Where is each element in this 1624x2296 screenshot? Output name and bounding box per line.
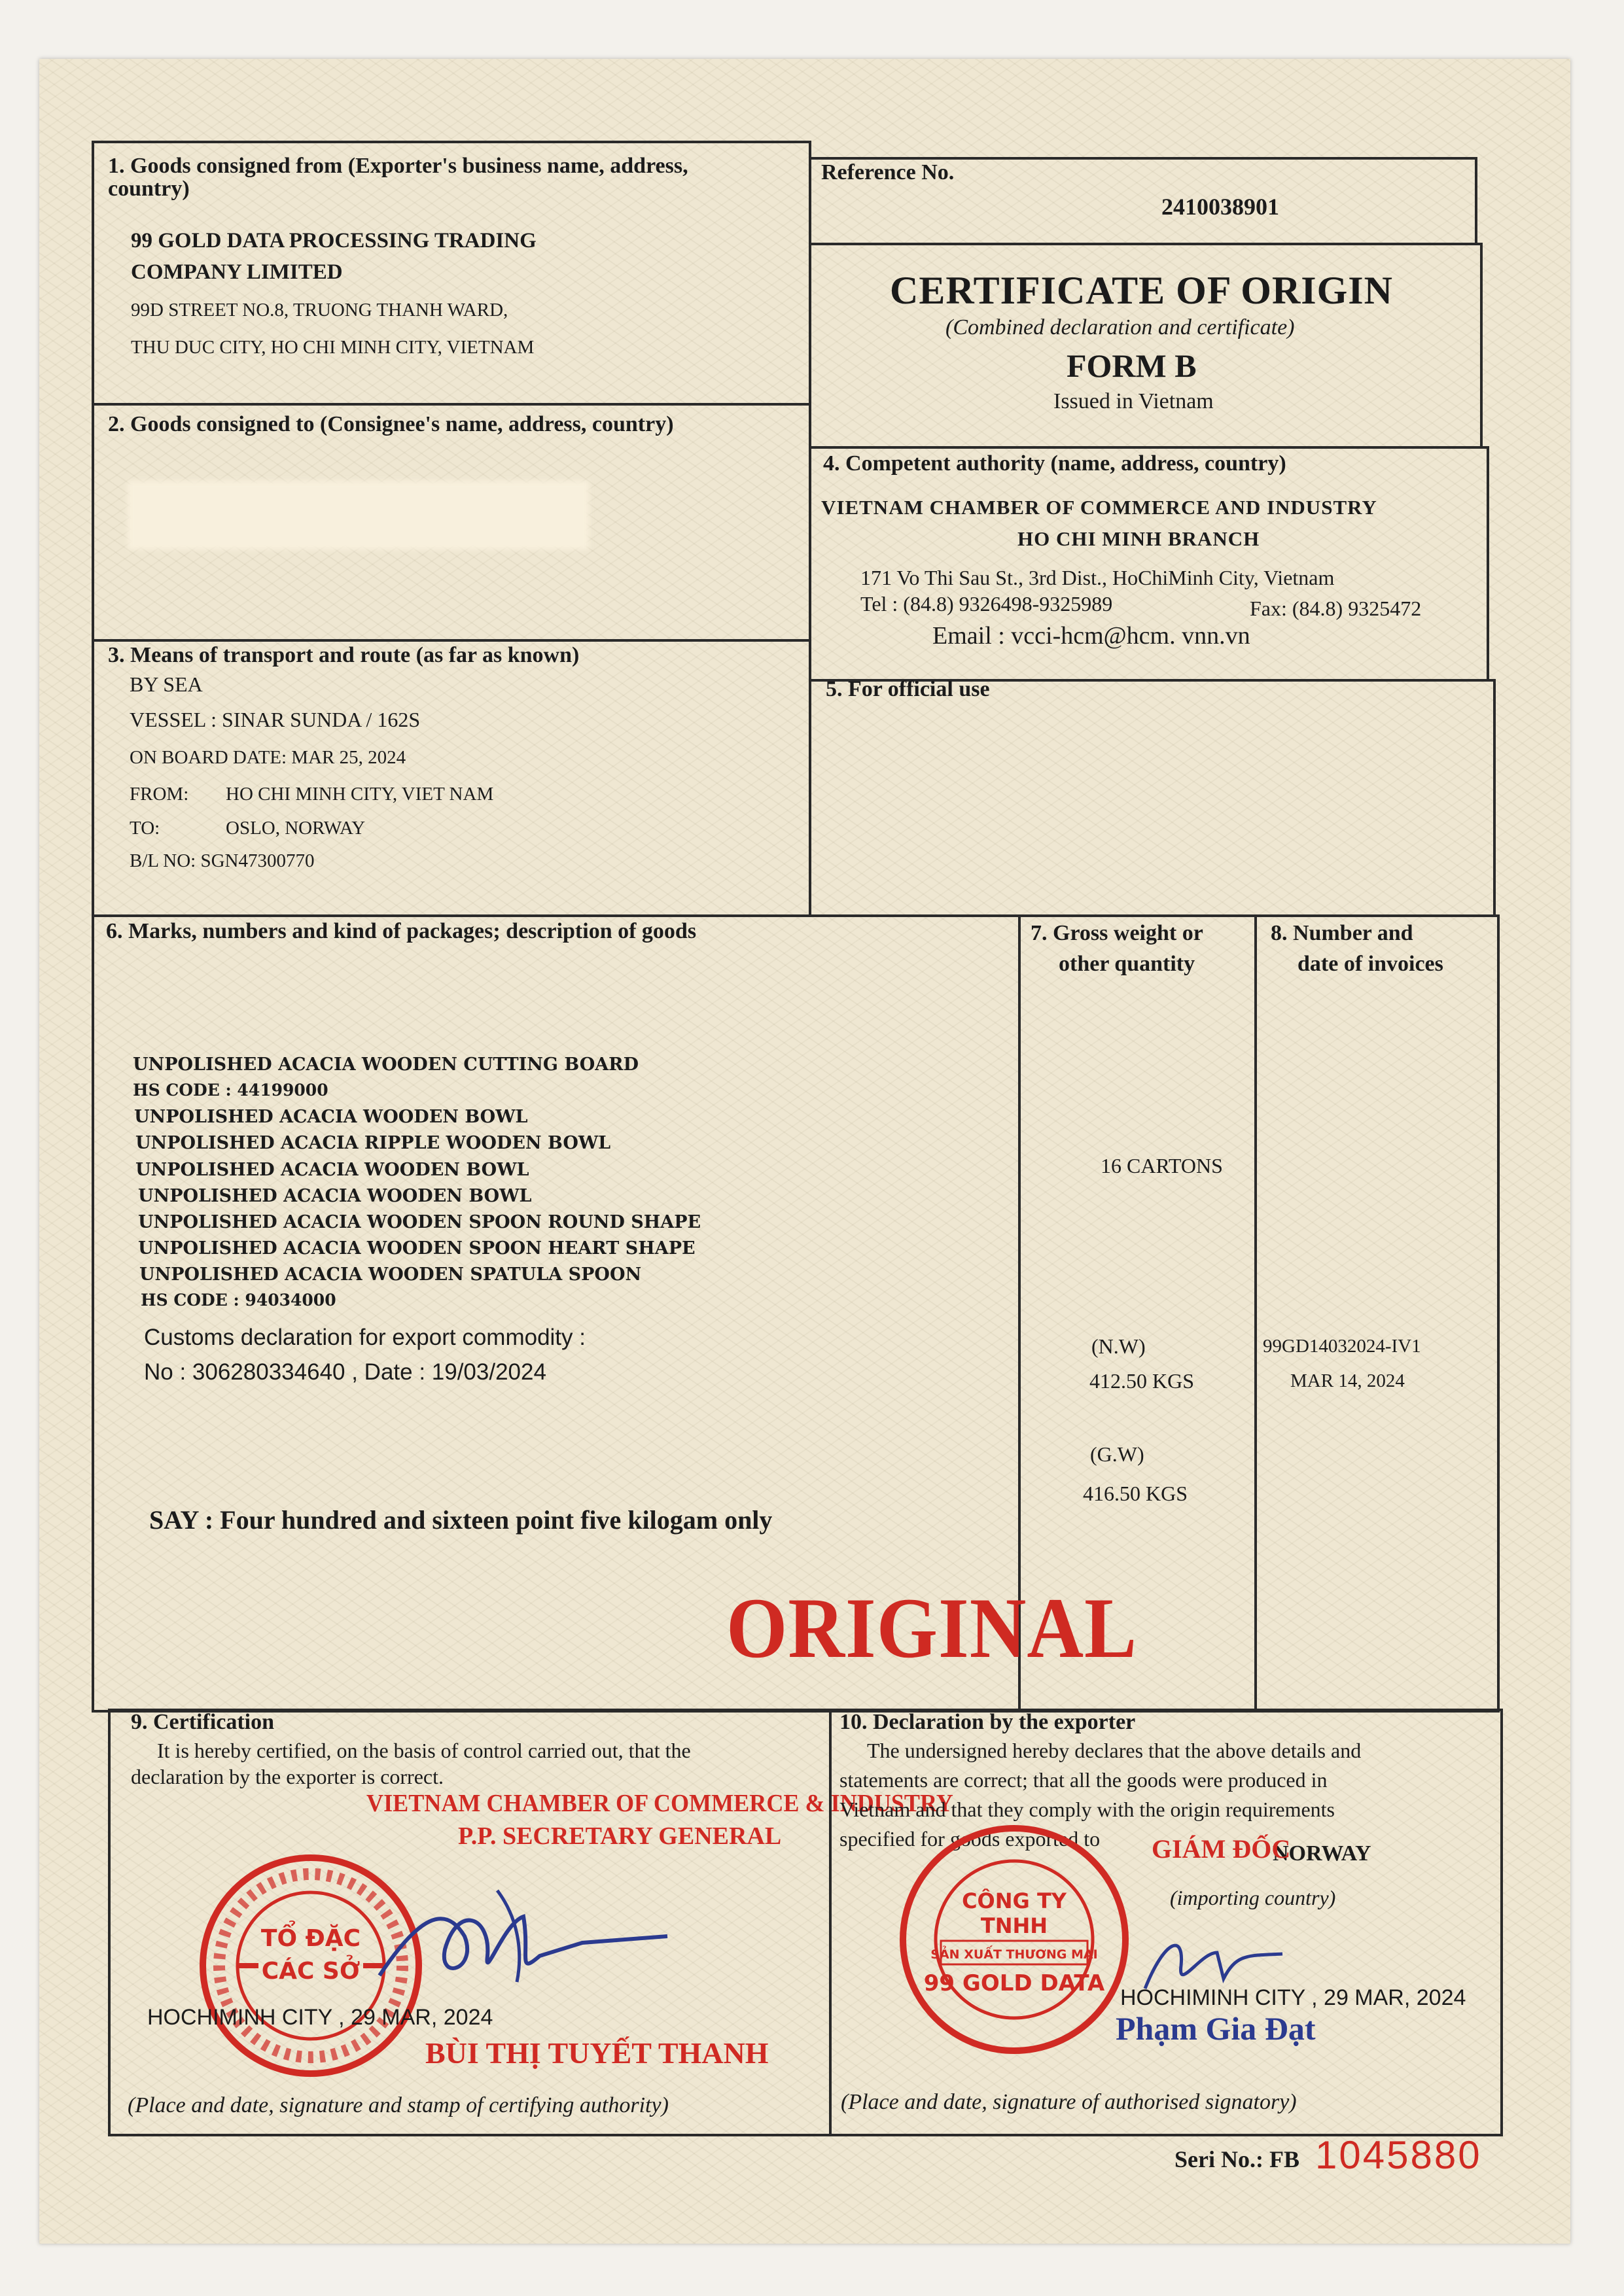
form-b: FORM B — [1067, 347, 1197, 384]
certificate-title: CERTIFICATE OF ORIGIN — [890, 269, 1393, 312]
goods-line: UNPOLISHED ACACIA WOODEN SPOON HEART SHAPE — [138, 1238, 696, 1259]
box10-footer: (Place and date, signature of authorised signatory) — [841, 2090, 1297, 2114]
vessel: VESSEL : SINAR SUNDA / 162S — [130, 708, 421, 731]
exporter-address-2: THU DUC CITY, HO CHI MINH CITY, VIETNAM — [131, 337, 535, 358]
gw-label: (G.W) — [1090, 1442, 1144, 1466]
box8-label-1: 8. Number and — [1271, 921, 1413, 945]
importing-country-value: NORWAY — [1273, 1841, 1371, 1866]
issued-in: Issued in Vietnam — [1053, 389, 1214, 413]
box4-label: 4. Competent authority (name, address, country) — [823, 451, 1286, 476]
original-stamp: ORIGINAL — [726, 1580, 1138, 1676]
exporter-name-2: COMPANY LIMITED — [131, 260, 343, 284]
serial-number: 1045880 — [1315, 2133, 1482, 2177]
declaration-text-4: specified for goods exported to — [839, 1827, 1101, 1851]
box10-label: 10. Declaration by the exporter — [839, 1710, 1136, 1734]
exporter-place-date: HOCHIMINH CITY , 29 MAR, 2024 — [1120, 1985, 1466, 2010]
authority-tel: Tel : (84.8) 9326498-9325989 — [860, 592, 1113, 616]
onboard-date: ON BOARD DATE: MAR 25, 2024 — [130, 747, 406, 768]
gw-value: 416.50 KGS — [1083, 1482, 1188, 1505]
authority-address: 171 Vo Thi Sau St., 3rd Dist., HoChiMinh City, Vietnam — [860, 566, 1335, 589]
goods-line: HS CODE : 44199000 — [133, 1081, 328, 1100]
nw-value: 412.50 KGS — [1089, 1369, 1195, 1393]
box8-label-2: date of invoices — [1297, 952, 1443, 976]
customs-number: No : 306280334640 , Date : 19/03/2024 — [144, 1359, 546, 1385]
vcci-stamp-line-1: VIETNAM CHAMBER OF COMMERCE & INDUSTRY — [366, 1790, 953, 1817]
box7-label-1: 7. Gross weight or — [1031, 921, 1203, 945]
reference-number: 2410038901 — [1161, 194, 1279, 220]
goods-line: UNPOLISHED ACACIA WOODEN SPATULA SPOON — [139, 1264, 642, 1285]
customs-declaration: Customs declaration for export commodity : — [144, 1325, 586, 1350]
company-round-seal — [896, 1822, 1132, 2057]
goods-line: UNPOLISHED ACACIA WOODEN BOWL — [138, 1186, 532, 1206]
invoice-number: 99GD14032024-IV1 — [1263, 1336, 1421, 1357]
vcci-stamp-line-2: P.P. SECRETARY GENERAL — [458, 1822, 782, 1850]
certification-text-2: declaration by the exporter is correct. — [131, 1765, 444, 1788]
to-port: OSLO, NORWAY — [226, 818, 366, 839]
director-stamp: GIÁM ĐỐC — [1152, 1834, 1291, 1864]
box3-label: 3. Means of transport and route (as far as known) — [108, 643, 580, 667]
seal-right-line-4: 99 GOLD DATA — [923, 1970, 1105, 1996]
importing-country-label: (importing country) — [1170, 1886, 1336, 1909]
authority-org-1: VIETNAM CHAMBER OF COMMERCE AND INDUSTRY — [821, 496, 1377, 519]
to-label: TO: — [130, 818, 160, 839]
authority-fax: Fax: (84.8) 9325472 — [1250, 597, 1422, 620]
serial-label: Seri No.: FB — [1174, 2146, 1299, 2172]
exporter-address-1: 99D STREET NO.8, TRUONG THANH WARD, — [131, 300, 508, 321]
goods-line: UNPOLISHED ACACIA WOODEN BOWL — [134, 1107, 528, 1127]
seal-left-line-1: TỔ ĐẶC — [260, 1925, 361, 1952]
box5-official-use — [809, 679, 1496, 917]
box6-label: 6. Marks, numbers and kind of packages; description of goods — [106, 919, 697, 943]
box9-footer: (Place and date, signature and stamp of certifying authority) — [128, 2093, 669, 2117]
declaration-text-2: statements are correct; that all the goods were produced in — [839, 1768, 1328, 1792]
goods-line: UNPOLISHED ACACIA WOODEN SPOON ROUND SHAPE — [138, 1212, 701, 1232]
authority-email: Email : vcci-hcm@hcm. vnn.vn — [932, 622, 1250, 650]
from-port: HO CHI MINH CITY, VIET NAM — [226, 784, 494, 805]
exporter-signer-name: Phạm Gia Đạt — [1116, 2010, 1316, 2047]
box8-invoice — [1254, 914, 1500, 1713]
redacted-consignee — [128, 481, 589, 549]
box1-label-cont: country) — [108, 177, 190, 201]
exporter-name-1: 99 GOLD DATA PROCESSING TRADING — [131, 229, 537, 252]
seal-right-line-3: SẢN XUẤT THƯƠNG MẠI — [930, 1947, 1098, 1962]
certifier-signature — [366, 1877, 680, 1995]
box5-label: 5. For official use — [826, 677, 990, 701]
seal-right-line-1: CÔNG TY — [962, 1888, 1067, 1913]
box9-label: 9. Certification — [131, 1710, 275, 1734]
declaration-text-1: The undersigned hereby declares that the above details and — [867, 1739, 1362, 1762]
goods-line: UNPOLISHED ACACIA WOODEN BOWL — [135, 1160, 529, 1180]
authority-org-2: HO CHI MINH BRANCH — [1017, 527, 1260, 550]
seal-left-line-2: CÁC SỞ — [261, 1958, 361, 1985]
say-total: SAY : Four hundred and sixteen point five kilogam only — [149, 1505, 773, 1535]
box7-label-2: other quantity — [1059, 952, 1195, 976]
box2-label: 2. Goods consigned to (Consignee's name, address, country) — [108, 412, 674, 436]
nw-label: (N.W) — [1091, 1334, 1146, 1358]
certifier-name: BÙI THỊ TUYẾT THANH — [425, 2036, 769, 2070]
declaration-text-3: Vietnam and that they comply with the origin requirements — [839, 1798, 1335, 1821]
cartons: 16 CARTONS — [1101, 1154, 1223, 1177]
goods-line: HS CODE : 94034000 — [141, 1291, 336, 1310]
box1-label: 1. Goods consigned from (Exporter's business name, address, — [108, 154, 688, 178]
goods-line: UNPOLISHED ACACIA RIPPLE WOODEN BOWL — [135, 1133, 611, 1153]
invoice-date: MAR 14, 2024 — [1290, 1370, 1405, 1391]
certifier-place-date: HOCHIMINH CITY , 29 MAR, 2024 — [147, 2005, 493, 2030]
seal-right-line-2: TNHH — [980, 1913, 1048, 1938]
bl-number: B/L NO: SGN47300770 — [130, 850, 315, 871]
reference-label: Reference No. — [821, 160, 955, 184]
certification-text-1: It is hereby certified, on the basis of control carried out, that the — [157, 1739, 691, 1762]
transport-mode: BY SEA — [130, 672, 203, 696]
goods-line: UNPOLISHED ACACIA WOODEN CUTTING BOARD — [133, 1054, 639, 1075]
from-label: FROM: — [130, 784, 189, 805]
certificate-subtitle: (Combined declaration and certificate) — [945, 315, 1295, 339]
